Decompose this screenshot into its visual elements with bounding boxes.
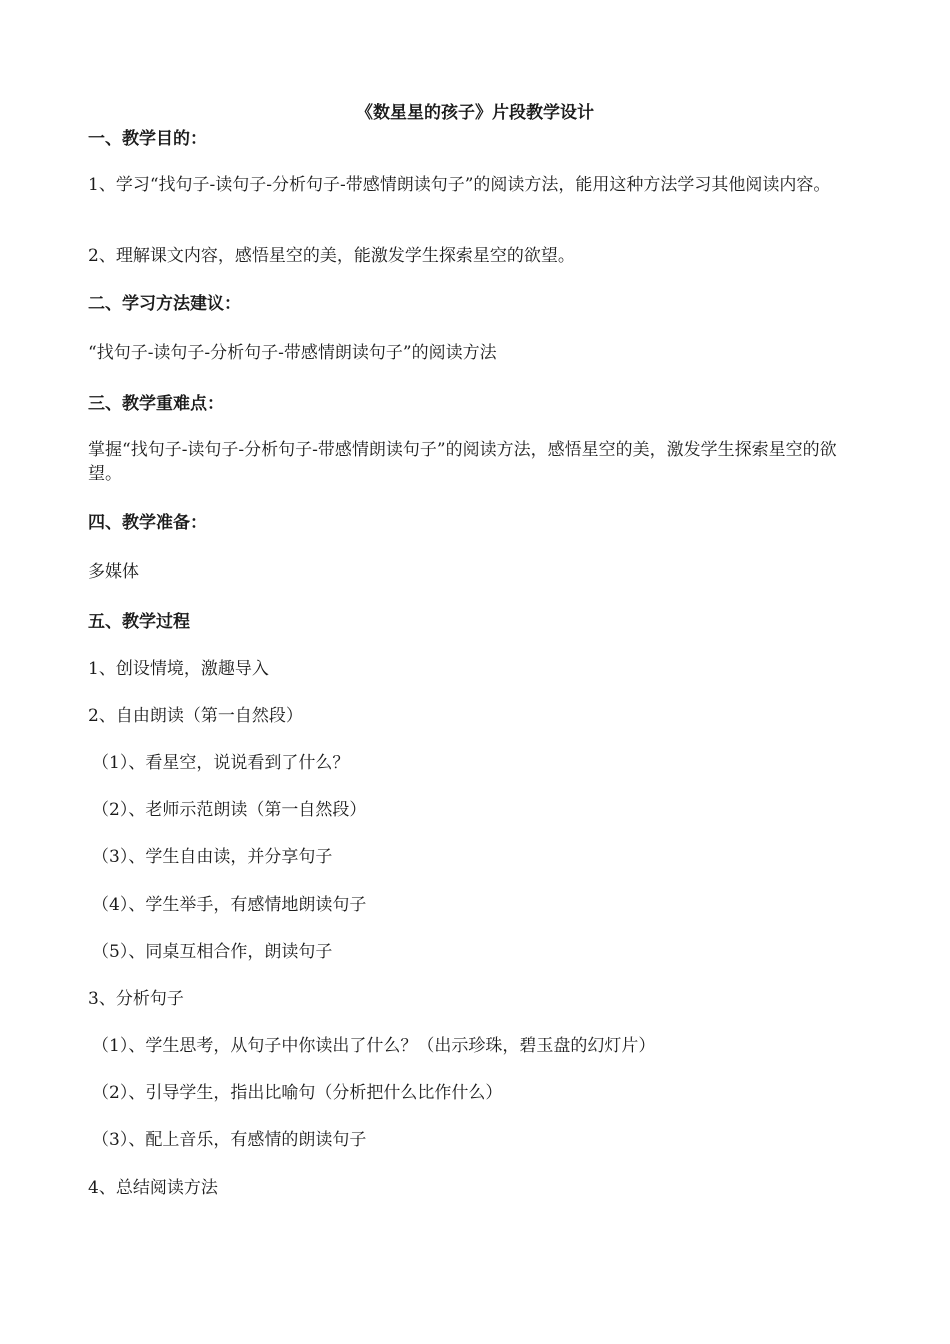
method-paragraph: “找句子-读句子-分析句子-带感情朗读句子”的阅读方法 bbox=[88, 343, 497, 363]
section-heading-key-points: 三、教学重难点： bbox=[88, 394, 224, 414]
process-item: 4、总结阅读方法 bbox=[88, 1178, 218, 1198]
process-subitem: （2）、老师示范朗读（第一自然段） bbox=[92, 800, 367, 820]
process-subitem: （3）、配上音乐，有感情的朗读句子 bbox=[92, 1130, 367, 1150]
section-heading-preparation: 四、教学准备： bbox=[88, 513, 207, 533]
process-subitem: （1）、看星空，说说看到了什么？ bbox=[92, 753, 350, 773]
objective-paragraph-1: 1、学习“找句子-读句子-分析句子-带感情朗读句子”的阅读方法，能用这种方法学习其他阅读内容。 bbox=[88, 175, 831, 195]
process-subitem: （5）、同桌互相合作，朗读句子 bbox=[92, 942, 333, 962]
process-subitem: （4）、学生举手，有感情地朗读句子 bbox=[92, 895, 367, 915]
process-subitem: （2）、引导学生，指出比喻句（分析把什么比作什么） bbox=[92, 1083, 503, 1103]
objective-paragraph-2: 2、理解课文内容，感悟星空的美，能激发学生探索星空的欲望。 bbox=[88, 246, 575, 266]
process-subitem: （3）、学生自由读，并分享句子 bbox=[92, 847, 333, 867]
section-heading-method: 二、学习方法建议： bbox=[88, 294, 241, 314]
key-points-paragraph: 掌握“找句子-读句子-分析句子-带感情朗读句子”的阅读方法，感悟星空的美，激发学生探索星空的欲望。 bbox=[88, 440, 837, 484]
section-heading-objectives: 一、教学目的： bbox=[88, 129, 207, 149]
section-heading-process: 五、教学过程 bbox=[88, 612, 190, 632]
process-item: 1、创设情境，激趣导入 bbox=[88, 659, 269, 679]
preparation-paragraph: 多媒体 bbox=[88, 562, 139, 582]
document-title: 《数星星的孩子》片段教学设计 bbox=[356, 103, 594, 123]
process-item: 2、自由朗读（第一自然段） bbox=[88, 706, 303, 726]
process-item: 3、分析句子 bbox=[88, 989, 184, 1009]
process-subitem: （1）、学生思考，从句子中你读出了什么？（出示珍珠，碧玉盘的幻灯片） bbox=[92, 1036, 656, 1056]
